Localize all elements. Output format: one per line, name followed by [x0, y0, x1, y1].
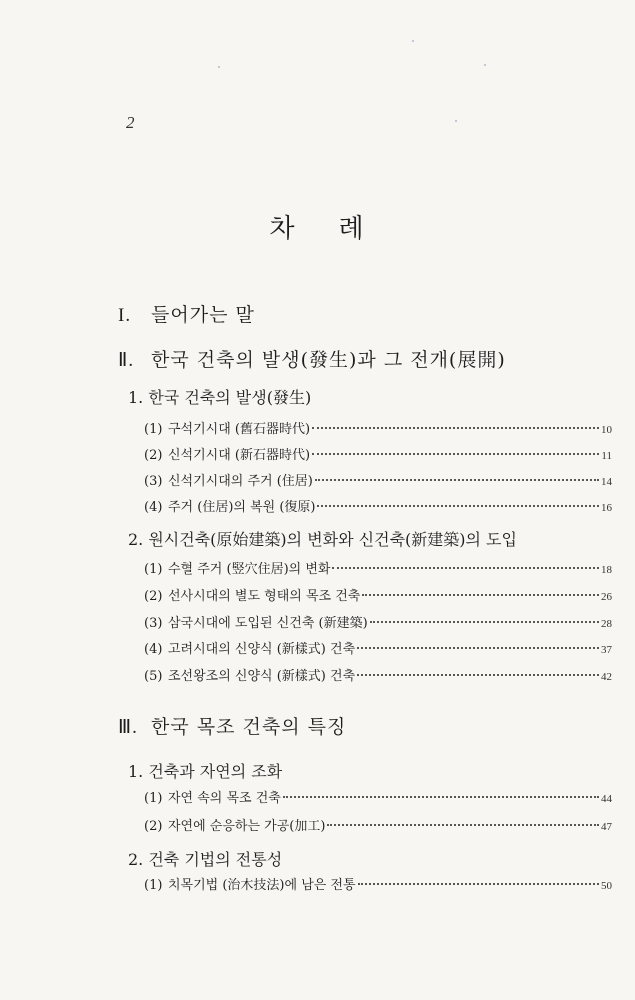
entry-label: 주거 (住居)의 복원 (復原) [168, 500, 316, 515]
dot-leader [317, 505, 599, 507]
toc-entry[interactable] [144, 558, 612, 578]
toc-entry[interactable] [144, 638, 612, 658]
title-char: 례 [338, 214, 366, 244]
dot-leader [370, 621, 599, 623]
dot-leader [358, 883, 599, 885]
entry-page: 47 [601, 821, 612, 833]
entry-page: 44 [601, 793, 612, 805]
toc-entry[interactable] [144, 470, 612, 490]
entry-label: 자연에 순응하는 가공(加工) [168, 819, 326, 834]
entry-label: 신석기시대의 주거 (住居) [168, 474, 313, 489]
page-title [0, 208, 635, 245]
section-heading: 1. 건축과 자연의 조화 [128, 762, 283, 781]
part-number: Ⅲ. [118, 717, 138, 738]
toc-entry[interactable] [144, 815, 612, 835]
part-number: Ⅱ. [118, 350, 135, 371]
entry-label: 조선왕조의 신양식 (新樣式) 건축 [168, 669, 356, 684]
toc-entry[interactable] [144, 585, 612, 605]
toc-entry[interactable] [144, 787, 612, 807]
entry-label: 수혈 주거 (竪穴住居)의 변화 [168, 562, 331, 577]
part-heading [118, 300, 255, 327]
section-heading: 2. 원시건축(原始建築)의 변화와 신건축(新建築)의 도입 [128, 530, 517, 549]
entry-page: 14 [601, 476, 612, 488]
part-label: 한국 건축의 발생(發生)과 그 전개(展開) [151, 349, 506, 371]
entry-number: (1) [144, 878, 163, 893]
entry-page: 18 [601, 564, 612, 576]
entry-number: (3) [144, 474, 163, 489]
entry-label: 구석기시대 (舊石器時代) [168, 422, 311, 437]
entry-page: 50 [601, 880, 612, 892]
part-heading [118, 712, 346, 739]
dot-leader [357, 647, 599, 649]
dot-leader [362, 594, 599, 596]
ink-speck [484, 64, 486, 66]
dot-leader [327, 824, 599, 826]
page-number: 2 [126, 113, 135, 132]
toc-entry[interactable] [144, 874, 612, 894]
toc-entry[interactable] [144, 665, 612, 685]
part-number: I. [118, 305, 132, 326]
entry-number: (2) [144, 589, 163, 604]
entry-label: 삼국시대에 도입된 신건축 (新建築) [168, 616, 368, 631]
entry-page: 37 [601, 644, 612, 656]
entry-page: 11 [601, 450, 612, 462]
entry-number: (1) [144, 791, 163, 806]
entry-label: 자연 속의 목조 건축 [168, 791, 281, 806]
section-heading: 1. 한국 건축의 발생(發生) [128, 388, 312, 407]
section-heading: 2. 건축 기법의 전통성 [128, 850, 283, 869]
toc-entry[interactable] [144, 418, 612, 438]
entry-number: (1) [144, 562, 163, 577]
entry-label: 선사시대의 별도 형태의 목조 건축 [168, 589, 361, 604]
entry-page: 42 [601, 671, 612, 683]
dot-leader [283, 796, 599, 798]
ink-speck [412, 40, 414, 42]
toc-entry[interactable] [144, 612, 612, 632]
entry-label: 신석기시대 (新石器時代) [168, 448, 311, 463]
entry-page: 26 [601, 591, 612, 603]
dot-leader [312, 427, 599, 429]
dot-leader [332, 567, 599, 569]
part-heading [118, 345, 506, 372]
entry-number: (2) [144, 819, 163, 834]
toc-entry[interactable] [144, 444, 612, 464]
entry-page: 28 [601, 618, 612, 630]
part-label: 한국 목조 건축의 특징 [151, 716, 347, 738]
entry-number: (2) [144, 448, 163, 463]
toc-entry[interactable] [144, 496, 612, 516]
part-label: 들어가는 말 [151, 304, 255, 326]
entry-number: (4) [144, 500, 163, 515]
entry-number: (3) [144, 616, 163, 631]
entry-number: (1) [144, 422, 163, 437]
entry-label: 고려시대의 신양식 (新樣式) 건축 [168, 642, 356, 657]
dot-leader [315, 479, 599, 481]
entry-page: 16 [601, 502, 612, 514]
entry-page: 10 [601, 424, 612, 436]
dot-leader [357, 674, 599, 676]
entry-number: (4) [144, 642, 163, 657]
dot-leader [312, 453, 599, 455]
ink-speck [455, 120, 457, 122]
title-char: 차 [269, 214, 297, 244]
entry-label: 치목기법 (治木技法)에 남은 전통 [168, 878, 356, 893]
entry-number: (5) [144, 669, 163, 684]
ink-speck [218, 66, 220, 68]
